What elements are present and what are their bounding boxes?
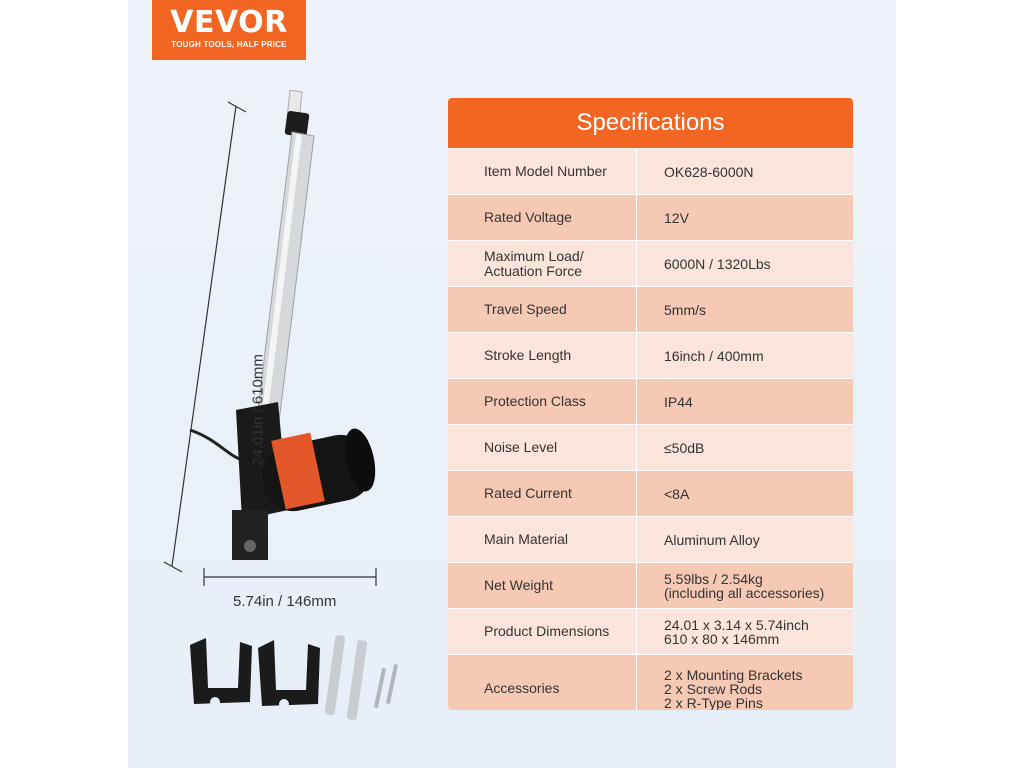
accessories-illustration [180, 630, 410, 730]
spec-value [637, 563, 853, 608]
spec-value-line: Aluminum Alloy [664, 531, 760, 548]
spec-value-line: 6000N / 1320Lbs [664, 255, 771, 272]
width-dimension-label: 5.74in / 146mm [233, 593, 337, 610]
spec-row [448, 470, 853, 516]
vevor-logo [152, 0, 306, 60]
spec-value [637, 379, 853, 424]
spec-row [448, 516, 853, 562]
spec-row [448, 562, 853, 608]
spec-row [448, 194, 853, 240]
spec-label: Noise Level [448, 425, 637, 470]
spec-row [448, 148, 853, 194]
spec-value [637, 287, 853, 332]
spec-value [637, 195, 853, 240]
spec-label: Rated Voltage [448, 195, 637, 240]
spec-row [448, 654, 853, 710]
spec-value [637, 241, 853, 286]
spec-value-line: IP44 [664, 393, 693, 410]
spec-value-line: 2 x Screw Rods [664, 680, 763, 697]
spec-value-line: 2 x Mounting Brackets [664, 666, 803, 683]
spec-value [637, 609, 853, 654]
spec-value-line: 12V [664, 209, 689, 226]
spec-value-line: 24.01 x 3.14 x 5.74inch [664, 616, 809, 633]
spec-label: Protection Class [448, 379, 637, 424]
spec-value [637, 425, 853, 470]
spec-row [448, 424, 853, 470]
spec-value-line: 16inch / 400mm [664, 347, 764, 364]
spec-value-line: OK628-6000N [664, 163, 754, 180]
specifications-title: Specifications [448, 98, 853, 148]
spec-label: Item Model Number [448, 149, 637, 194]
linear-actuator-illustration [150, 90, 410, 610]
height-dimension-label: 24.01in / 610mm [249, 354, 267, 466]
spec-value-line: 5mm/s [664, 301, 706, 318]
spec-value [637, 333, 853, 378]
spec-label: Rated Current [448, 471, 637, 516]
spec-label: Accessories [448, 655, 637, 710]
specifications-table [448, 98, 853, 710]
spec-value [637, 655, 853, 710]
spec-value-line: <8A [664, 485, 690, 502]
spec-value [637, 471, 853, 516]
spec-value-line: (including all accessories) [664, 584, 825, 601]
specifications-rows [448, 148, 853, 710]
spec-label: Product Dimensions [448, 609, 637, 654]
spec-row [448, 240, 853, 286]
spec-label: Stroke Length [448, 333, 637, 378]
spec-value-line: 5.59lbs / 2.54kg [664, 570, 763, 587]
spec-row [448, 378, 853, 424]
spec-value [637, 149, 853, 194]
brand-tagline: TOUGH TOOLS, HALF PRICE [171, 40, 287, 49]
spec-value-line: 610 x 80 x 146mm [664, 630, 780, 647]
spec-value-line: 2 x R-Type Pins [664, 694, 763, 710]
actuator-drawing [150, 90, 410, 610]
brand-name: VEVOR [170, 5, 288, 40]
spec-row [448, 286, 853, 332]
spec-value [637, 517, 853, 562]
spec-row [448, 332, 853, 378]
spec-label: Net Weight [448, 563, 637, 608]
spec-label: Travel Speed [448, 287, 637, 332]
spec-label: Maximum Load/ Actuation Force [448, 241, 637, 286]
spec-value-line: ≤50dB [664, 439, 705, 456]
spec-label: Main Material [448, 517, 637, 562]
spec-row [448, 608, 853, 654]
accessories-drawing [180, 630, 410, 730]
